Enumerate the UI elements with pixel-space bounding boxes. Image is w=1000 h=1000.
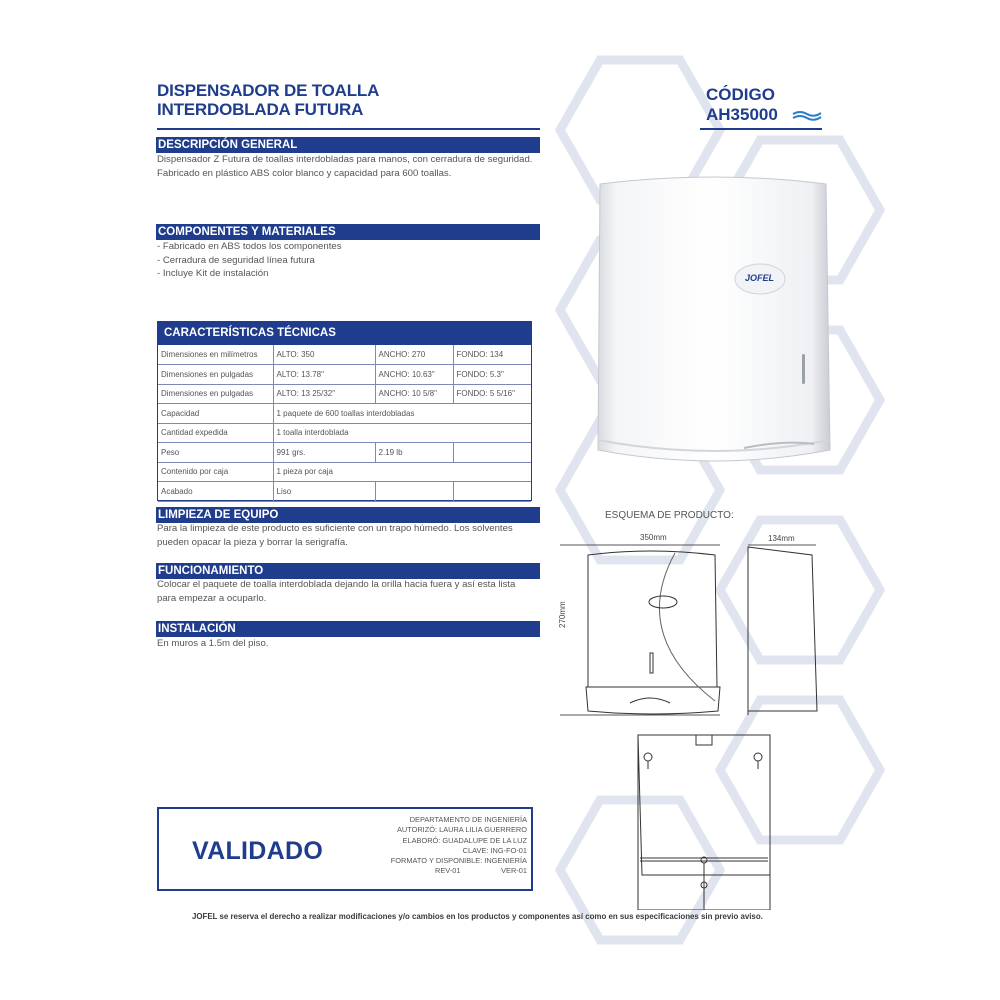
validation-line: DEPARTAMENTO DE INGENIERÍA [409,815,527,824]
code-label: CÓDIGO [706,85,775,104]
validation-title: VALIDADO [192,837,324,865]
componentes-line: - Cerradura de seguridad línea futura [157,254,315,266]
validation-line: CLAVE: ING-FO-01 [462,845,527,855]
section-body-componentes [157,240,547,281]
specs-heading: CARACTERÍSTICAS TÉCNICAS [158,322,531,345]
table-row [158,443,531,463]
code-divider [700,128,822,130]
revision-value: REV-01 [435,866,461,876]
spec-cell: FONDO: 134 [453,345,531,365]
code-value: AH35000 [706,105,778,124]
version-value: VER-01 [501,866,527,876]
table-row [158,345,531,365]
section-heading-componentes: COMPONENTES Y MATERIALES [156,224,540,240]
specs-table [158,345,531,502]
componentes-line: - Incluye Kit de instalación [157,268,269,279]
limpieza-line: Para la limpieza de este producto es suficiente con un trapo húmedo. Los solventes [157,523,513,534]
funcionamiento-line: para empezar a ocuparlo. [157,592,267,604]
table-row [158,365,531,385]
spec-label: Cantidad expedida [158,423,273,443]
jofel-logo: JOFEL [745,273,775,283]
spec-cell [453,482,531,502]
validation-line: ELABORÓ: GUADALUPE DE LA LUZ [402,835,527,845]
spec-label: Acabado [158,482,273,502]
specs-table-box [157,321,532,501]
product-photo [594,172,834,466]
validation-line: AUTORIZÓ: LAURA LILIA GUERRERO [396,825,527,835]
spec-cell: Liso [273,482,375,502]
revision-line [435,866,527,876]
spec-label: Contenido por caja [158,462,273,482]
section-body-limpieza [157,522,547,549]
document-title [157,81,379,119]
spec-label: Dimensiones en pulgadas [158,384,273,404]
validation-info [391,815,527,877]
schema-label: ESQUEMA DE PRODUCTO: [605,510,734,521]
title-divider [157,128,540,130]
validation-line: FORMATO Y DISPONIBLE: INGENIERÍA [390,856,527,866]
spec-cell: ANCHO: 10.63" [375,365,453,385]
componentes-line: - Fabricado en ABS todos los componentes [157,241,342,252]
section-heading-funcionamiento: FUNCIONAMIENTO [156,563,540,579]
title-line-2: INTERDOBLADA FUTURA [157,100,364,119]
section-heading-limpieza: LIMPIEZA DE EQUIPO [156,507,540,523]
spec-cell: ALTO: 13.78" [273,365,375,385]
spec-cell: ALTO: 350 [273,345,375,365]
section-heading-instalacion: INSTALACIÓN [156,621,540,637]
spec-cell: 1 toalla interdoblada [273,423,531,443]
spec-cell [375,482,453,502]
disclaimer: JOFEL se reserva el derecho a realizar modificaciones y/o cambios en los productos y componentes así como en sus especificaciones sin previo aviso. [192,912,763,921]
depth-dimension: 134mm [768,534,795,543]
height-dimension: 270mm [558,601,567,628]
funcionamiento-line: Colocar el paquete de toalla interdoblada dejando la orilla hacia fuera y así esta lista [157,579,516,590]
descripcion-line: Dispensador Z Futura de toallas interdobladas para manos, con cerradura de seguridad. [157,154,533,165]
section-body-instalacion [157,637,547,651]
spec-cell: 1 paquete de 600 toallas interdobladas [273,404,531,424]
table-row [158,482,531,502]
table-row [158,462,531,482]
spec-label: Capacidad [158,404,273,424]
spec-cell: 991 grs. [273,443,375,463]
width-dimension: 350mm [640,533,667,542]
spec-cell: ANCHO: 10 5/8" [375,384,453,404]
spec-label: Dimensiones en milímetros [158,345,273,365]
spec-cell: 1 pieza por caja [273,462,531,482]
spec-label: Dimensiones en pulgadas [158,365,273,385]
table-row [158,404,531,424]
spec-cell: FONDO: 5.3" [453,365,531,385]
table-row [158,423,531,443]
instalacion-line: En muros a 1.5m del piso. [157,638,269,649]
product-schema-drawing [560,525,850,910]
section-body-descripcion [157,153,547,180]
title-line-1: DISPENSADOR DE TOALLA [157,81,380,100]
spec-cell: 2.19 lb [375,443,453,463]
validation-box [157,807,533,891]
descripcion-line: Fabricado en plástico ABS color blanco y capacidad para 600 toallas. [157,167,452,179]
spec-cell: ANCHO: 270 [375,345,453,365]
limpieza-line: pueden opacar la pieza y borrar la serigrafía. [157,536,348,548]
spec-cell: ALTO: 13 25/32" [273,384,375,404]
spec-label: Peso [158,443,273,463]
table-row [158,384,531,404]
wave-logo-icon [792,110,822,122]
spec-cell [453,443,531,463]
section-heading-descripcion: DESCRIPCIÓN GENERAL [156,137,540,153]
section-body-funcionamiento [157,578,547,605]
spec-cell: FONDO: 5 5/16" [453,384,531,404]
